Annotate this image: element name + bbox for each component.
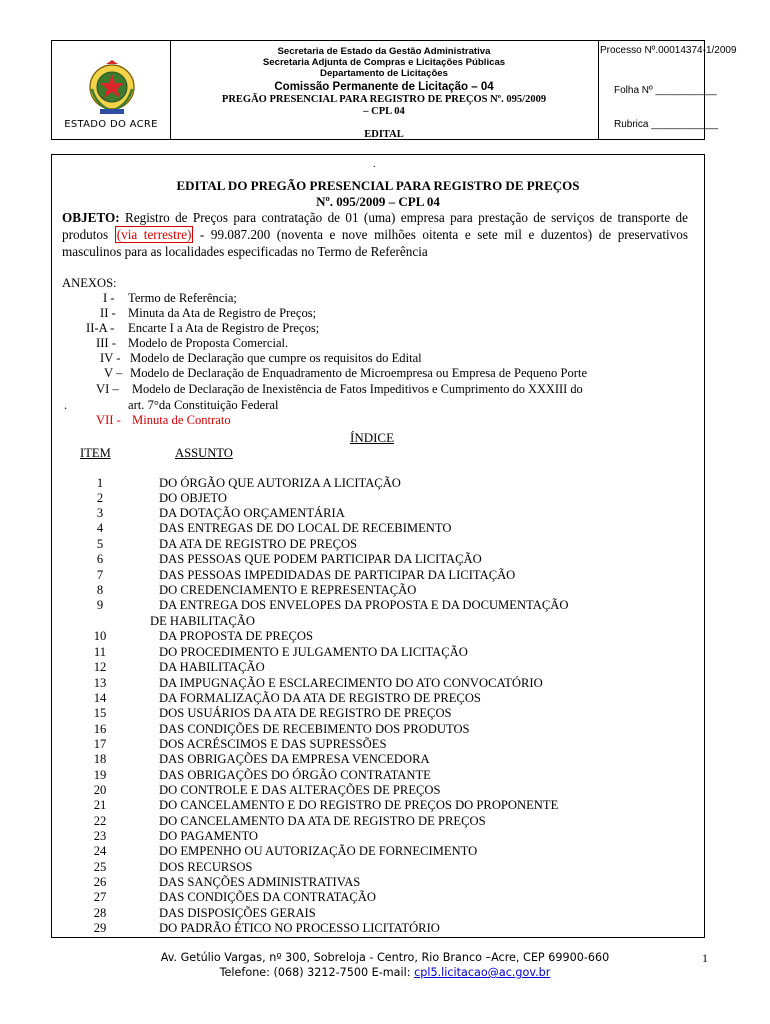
index-item-title: DA DOTAÇÃO ORÇAMENTÁRIA	[159, 506, 345, 520]
footer-phone: Telefone: (068) 3212-7500 E-mail:	[219, 966, 415, 979]
index-item-title: DO OBJETO	[159, 491, 227, 505]
index-item-title: DO CANCELAMENTO DA ATA DE REGISTRO DE PREÇOS	[159, 814, 486, 828]
pregao-cpl-line: – CPL 04	[363, 106, 405, 117]
index-item-title: DO CANCELAMENTO E DO REGISTRO DE PREÇOS DO PROPONENTE	[159, 798, 559, 812]
anexo-num: III -	[96, 336, 116, 350]
objeto-text-b: - 99.087.200 (noventa e nove milhões oitenta e sete mil e duzentos) de preservativos masculinos para as localidades especificadas no Termo de Referência	[62, 227, 689, 259]
index-item-number: 24	[93, 844, 107, 858]
index-item-number: 26	[93, 875, 107, 889]
index-item-title: DOS ACRÉSCIMOS E DAS SUPRESSÕES	[159, 737, 387, 751]
item-column-header: ITEM	[80, 446, 111, 460]
anexo-text: Minuta de Contrato	[132, 413, 231, 427]
index-item-title: DAS OBRIGAÇÕES DO ÓRGÃO CONTRATANTE	[159, 768, 431, 782]
index-item-title: DA ENTREGA DOS ENVELOPES DA PROPOSTA E DA DOCUMENTAÇÃO	[159, 598, 569, 612]
comissao-line: Comissão Permanente de Licitação – 04	[274, 81, 494, 93]
objeto-highlight: (via terrestre)	[116, 227, 192, 242]
footer-email-link[interactable]: cpl5.licitacao@ac.gov.br	[414, 966, 551, 979]
index-item-title: DAS PESSOAS QUE PODEM PARTICIPAR DA LICITAÇÃO	[159, 552, 482, 566]
document-header	[51, 40, 737, 140]
anexo-num: II -	[100, 306, 116, 320]
header-title-cell	[170, 41, 599, 139]
indice-heading: ÍNDICE	[350, 430, 395, 445]
anexo-text: Modelo de Proposta Comercial.	[128, 336, 289, 350]
index-item-title: DAS CONDIÇÕES DE RECEBIMENTO DOS PRODUTOS	[159, 722, 470, 736]
index-item-title: DAS OBRIGAÇÕES DA EMPRESA VENCEDORA	[159, 752, 430, 766]
anexo-text: art. 7°da Constituição Federal	[128, 398, 279, 412]
index-item-number: 25	[93, 860, 107, 874]
objeto-paragraph	[62, 209, 688, 260]
index-item-number: 14	[93, 691, 107, 705]
index-item-title: DAS ENTREGAS DE DO LOCAL DE RECEBIMENTO	[159, 521, 452, 535]
index-item-number: 16	[93, 722, 107, 736]
index-item-number: 29	[93, 921, 107, 935]
assunto-column-header: ASSUNTO	[175, 446, 233, 460]
index-item-title: DO CONTROLE E DAS ALTERAÇÕES DE PREÇOS	[159, 783, 441, 797]
anexo-num: .	[64, 398, 68, 412]
index-item-number: 10	[93, 629, 107, 643]
anexo-num: II-A -	[86, 321, 115, 335]
footer-contact	[0, 966, 770, 979]
acre-coat-of-arms-icon	[86, 59, 138, 117]
objeto-label: OBJETO:	[62, 210, 120, 225]
index-item-title: DA PROPOSTA DE PREÇOS	[159, 629, 314, 643]
index-item-title: DAS PESSOAS IMPEDIDADAS DE PARTICIPAR DA LICITAÇÃO	[159, 568, 516, 582]
index-item-title: DO EMPENHO OU AUTORIZAÇÃO DE FORNECIMENTO	[159, 844, 478, 858]
anexo-num: VII -	[96, 413, 121, 427]
page-number: 1	[702, 951, 708, 965]
pregao-line: PREGÃO PRESENCIAL PARA REGISTRO DE PREÇOS Nº. 095/2009	[221, 94, 547, 105]
index-item-title: DO PROCEDIMENTO E JULGAMENTO DA LICITAÇÃO	[159, 645, 468, 659]
edital-label: EDITAL	[364, 129, 404, 140]
index-item-title: DO ÓRGÃO QUE AUTORIZA A LICITAÇÃO	[159, 476, 401, 490]
anexo-num: I -	[103, 291, 115, 305]
index-item-number: 7	[96, 568, 104, 582]
frame-dot: .	[373, 159, 376, 170]
index-item-number: 27	[93, 890, 107, 904]
index-item-number: 4	[96, 521, 104, 535]
index-item-title: DOS RECURSOS	[159, 860, 253, 874]
index-item-number: 15	[93, 706, 107, 720]
objeto-text-a: Registro de Preços para contratação de 01 (uma) empresa para prestação de serviços de transporte de produtos	[62, 210, 688, 242]
anexo-num: V –	[104, 366, 123, 380]
index-item-title: DAS SANÇÕES ADMINISTRATIVAS	[159, 875, 361, 889]
index-item-number: 8	[96, 583, 104, 597]
anexo-num: VI –	[96, 382, 119, 396]
index-item-title: DO PAGAMENTO	[159, 829, 259, 843]
index-item-title: DA HABILITAÇÃO	[159, 660, 265, 674]
edital-number: Nº. 095/2009 – CPL 04	[316, 194, 440, 209]
index-item-number: 18	[93, 752, 107, 766]
index-item-number: 21	[93, 798, 107, 812]
anexo-text: Modelo de Declaração de Enquadramento de Microempresa ou Empresa de Pequeno Porte	[130, 366, 588, 380]
index-item-title: DA IMPUGNAÇÃO E ESCLARECIMENTO DO ATO CONVOCATÓRIO	[159, 676, 543, 690]
footer-address: Av. Getúlio Vargas, nº 300, Sobreloja - Centro, Rio Branco –Acre, CEP 69900-660	[160, 951, 610, 964]
index-item-title: DOS USUÁRIOS DA ATA DE REGISTRO DE PREÇOS	[159, 706, 452, 720]
index-item-number: 6	[96, 552, 104, 566]
anexo-num: IV -	[100, 351, 121, 365]
index-item-number: 20	[93, 783, 107, 797]
index-item-title: DA FORMALIZAÇÃO DA ATA DE REGISTRO DE PREÇOS	[159, 691, 481, 705]
index-item-number: 22	[93, 814, 107, 828]
index-item-title: DE HABILITAÇÃO	[150, 614, 255, 628]
header-info-cell	[598, 41, 737, 139]
index-item-number: 17	[93, 737, 107, 751]
folha-field: Folha Nº ___________	[614, 85, 717, 96]
index-item-number: 19	[93, 768, 107, 782]
processo-number: Processo Nº.00014374-1/2009	[600, 45, 737, 56]
index-item-title: DA ATA DE REGISTRO DE PREÇOS	[159, 537, 358, 551]
index-item-number: 1	[96, 476, 104, 490]
index-item-number: 5	[96, 537, 104, 551]
index-item-title: DO PADRÃO ÉTICO NO PROCESSO LICITATÓRIO	[159, 921, 440, 935]
header-logo-cell	[52, 41, 171, 139]
index-item-number: 2	[96, 491, 104, 505]
anexo-text: Encarte I a Ata de Registro de Preços;	[128, 321, 320, 335]
estado-label: ESTADO DO ACRE	[64, 119, 158, 130]
edital-title: EDITAL DO PREGÃO PRESENCIAL PARA REGISTRO DE PREÇOS	[176, 178, 580, 193]
secretaria-line: Secretaria de Estado da Gestão Administrativa	[277, 46, 491, 57]
anexo-text: Modelo de Declaração que cumpre os requisitos do Edital	[130, 351, 422, 365]
index-item-number: 23	[93, 829, 107, 843]
index-item-title: DO CREDENCIAMENTO E REPRESENTAÇÃO	[159, 583, 417, 597]
index-item-number: 3	[96, 506, 104, 520]
index-item-number: 28	[93, 906, 107, 920]
index-item-number: 9	[96, 598, 104, 612]
anexos-title: ANEXOS:	[62, 276, 117, 290]
index-item-number: 11	[93, 645, 107, 659]
anexo-text: Minuta da Ata de Registro de Preços;	[128, 306, 317, 320]
secretaria-adjunta-line: Secretaria Adjunta de Compras e Licitações Públicas	[262, 57, 506, 68]
index-item-number: 13	[93, 676, 107, 690]
anexo-text: Termo de Referência;	[128, 291, 237, 305]
rubrica-field: Rubrica ____________	[614, 119, 718, 130]
index-item-number: 12	[93, 660, 107, 674]
anexo-text: Modelo de Declaração de Inexistência de Fatos Impeditivos e Cumprimento do XXXIII do	[132, 382, 583, 396]
departamento-line: Departamento de Licitações	[320, 68, 448, 79]
index-item-title: DAS DISPOSIÇÕES GERAIS	[159, 906, 316, 920]
index-item-title: DAS CONDIÇÕES DA CONTRATAÇÃO	[159, 890, 376, 904]
